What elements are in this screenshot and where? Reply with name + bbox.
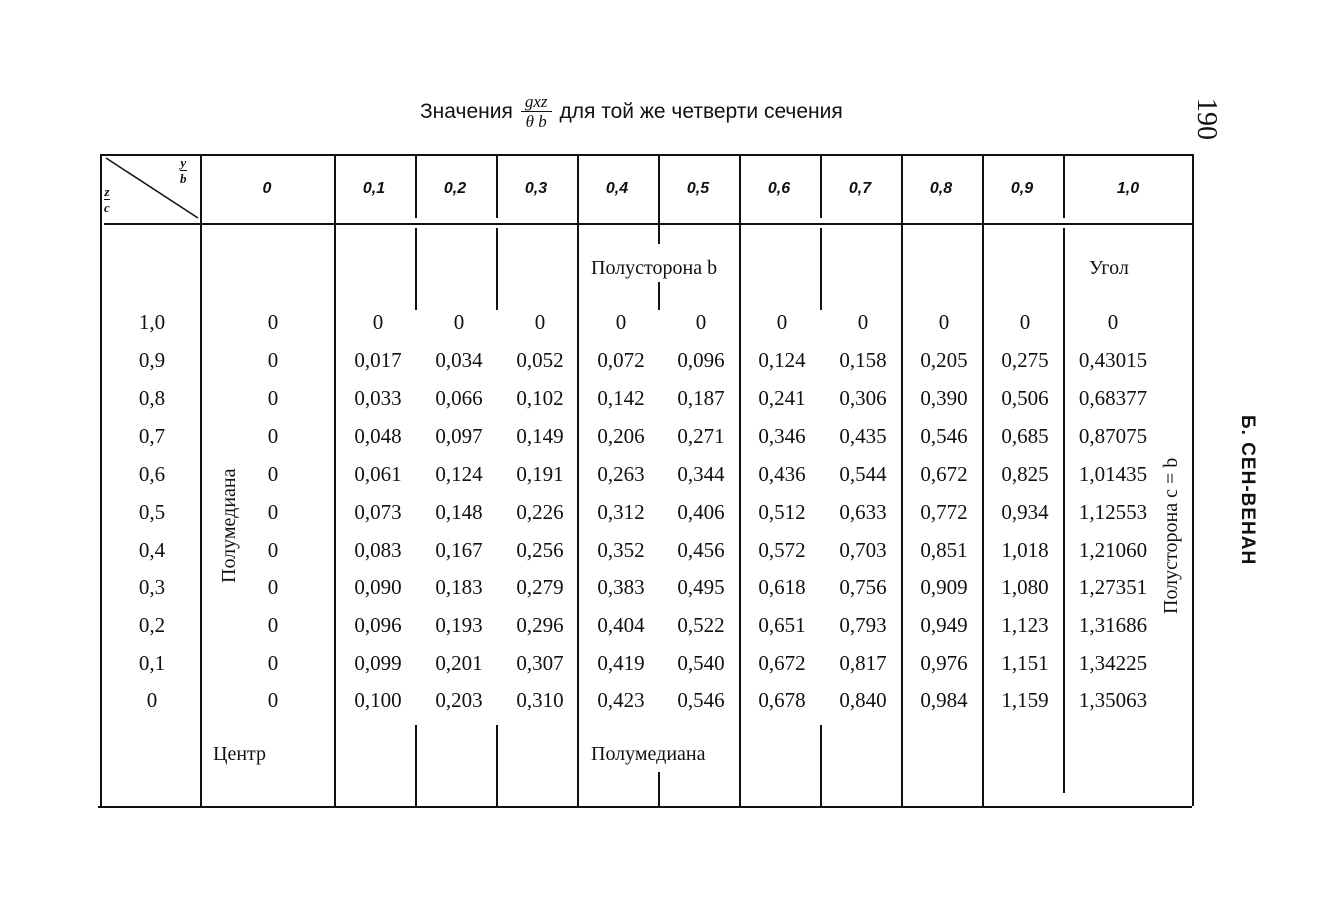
table-cell: 0,522 <box>677 613 725 637</box>
table-cell: 0,540 <box>677 651 725 675</box>
table-cell: 0 <box>372 310 384 334</box>
table-cell: 0,158 <box>839 348 887 372</box>
row-label: 0 <box>146 688 158 712</box>
table-cell: 0 <box>267 538 279 562</box>
table-cell: 0,090 <box>354 575 402 599</box>
label-center: Центр <box>213 743 267 765</box>
table-cell: 0 <box>1107 310 1119 334</box>
table-cell: 0 <box>267 462 279 486</box>
table-cell: 0,034 <box>435 348 483 372</box>
table-cell: 0,346 <box>758 424 806 448</box>
table-cell: 1,21060 <box>1078 538 1148 562</box>
col-rule <box>658 282 660 310</box>
col-rule <box>334 154 336 806</box>
row-label: 0,6 <box>138 462 166 486</box>
table-cell: 0,512 <box>758 500 806 524</box>
corner-z-over-c <box>104 184 110 215</box>
table-cell: 0,241 <box>758 386 806 410</box>
table-cell: 0,435 <box>839 424 887 448</box>
row-label: 0,7 <box>138 424 166 448</box>
table-cell: 0,909 <box>920 575 968 599</box>
table-left-rule <box>100 154 102 806</box>
table-cell: 0,436 <box>758 462 806 486</box>
table-cell: 0,87075 <box>1078 424 1148 448</box>
table-cell: 0,651 <box>758 613 806 637</box>
col-rule <box>415 154 417 218</box>
corner-z-den: c <box>104 200 110 215</box>
table-cell: 0,685 <box>1001 424 1049 448</box>
table-cell: 0,275 <box>1001 348 1049 372</box>
table-cell: 0,390 <box>920 386 968 410</box>
col-rule <box>496 228 498 310</box>
table-cell: 0,206 <box>597 424 645 448</box>
table-cell: 0,934 <box>1001 500 1049 524</box>
table-cell: 0,984 <box>920 688 968 712</box>
table-cell: 0,546 <box>920 424 968 448</box>
table-cell: 0,167 <box>435 538 483 562</box>
table-cell: 0 <box>267 500 279 524</box>
table-cell: 0 <box>267 424 279 448</box>
column-header: 0,4 <box>605 180 629 197</box>
table-cell: 0 <box>534 310 546 334</box>
label-half-median-left: Полумедиана <box>218 468 240 583</box>
table-cell: 0,201 <box>435 651 483 675</box>
table-cell: 0,772 <box>920 500 968 524</box>
table-cell: 1,27351 <box>1078 575 1148 599</box>
table-cell: 0,096 <box>677 348 725 372</box>
table-cell: 0,976 <box>920 651 968 675</box>
table-cell: 0,404 <box>597 613 645 637</box>
col-rule <box>200 154 202 806</box>
title-fraction <box>521 92 552 131</box>
label-half-side-c: Полусторона c = b <box>1160 457 1182 614</box>
column-header: 0 <box>262 180 272 197</box>
table-cell: 0,825 <box>1001 462 1049 486</box>
row-label: 0,4 <box>138 538 166 562</box>
col-rule <box>1063 154 1065 218</box>
table-cell: 0,406 <box>677 500 725 524</box>
table-cell: 0,383 <box>597 575 645 599</box>
table-cell: 0,756 <box>839 575 887 599</box>
corner-diagonal <box>104 156 202 222</box>
table-cell: 0,43015 <box>1078 348 1148 372</box>
table-cell: 0,205 <box>920 348 968 372</box>
table-cell: 0,017 <box>354 348 402 372</box>
table-cell: 0,495 <box>677 575 725 599</box>
corner-y-num: y <box>180 155 187 170</box>
table-cell: 0,203 <box>435 688 483 712</box>
table-cell: 0 <box>857 310 869 334</box>
page-number: 190 <box>1191 98 1222 140</box>
table-cell: 0,840 <box>839 688 887 712</box>
table-cell: 0,817 <box>839 651 887 675</box>
col-rule <box>658 772 660 806</box>
table-cell: 0,187 <box>677 386 725 410</box>
table-cell: 0,423 <box>597 688 645 712</box>
table-cell: 0 <box>267 386 279 410</box>
table-cell: 0,124 <box>435 462 483 486</box>
table-cell: 0,506 <box>1001 386 1049 410</box>
table-cell: 0 <box>938 310 950 334</box>
corner-y-over-b <box>180 155 187 186</box>
corner-z-num: z <box>104 184 110 199</box>
col-rule <box>496 154 498 218</box>
table-cell: 0,142 <box>597 386 645 410</box>
table-cell: 0,097 <box>435 424 483 448</box>
table-cell: 0 <box>267 651 279 675</box>
label-corner: Угол <box>1089 257 1129 279</box>
col-rule <box>982 154 984 806</box>
table-cell: 1,01435 <box>1078 462 1148 486</box>
table-cell: 1,159 <box>1001 688 1049 712</box>
table-cell: 0,703 <box>839 538 887 562</box>
column-header: 0,6 <box>767 180 791 197</box>
table-cell: 0,099 <box>354 651 402 675</box>
label-half-median-bottom: Полумедиана <box>591 743 706 765</box>
title-prefix: Значения <box>420 99 513 123</box>
table-cell: 0 <box>267 688 279 712</box>
table-cell: 0,066 <box>435 386 483 410</box>
table-title <box>420 92 843 131</box>
table-cell: 0 <box>267 613 279 637</box>
table-cell: 1,151 <box>1001 651 1049 675</box>
table-cell: 0,352 <box>597 538 645 562</box>
table-cell: 0,851 <box>920 538 968 562</box>
title-fraction-numerator: gxz <box>521 92 552 112</box>
table-cell: 0,096 <box>354 613 402 637</box>
table-cell: 0,633 <box>839 500 887 524</box>
row-label: 0,3 <box>138 575 166 599</box>
label-half-side-b: Полусторона b <box>591 257 718 279</box>
title-suffix: для той же четверти сечения <box>559 99 843 123</box>
table-cell: 0,149 <box>516 424 564 448</box>
table-cell: 0,344 <box>677 462 725 486</box>
table-cell: 0,183 <box>435 575 483 599</box>
table-cell: 0,033 <box>354 386 402 410</box>
col-rule <box>820 725 822 806</box>
table-cell: 0,193 <box>435 613 483 637</box>
table-cell: 1,12553 <box>1078 500 1148 524</box>
table-cell: 0 <box>267 575 279 599</box>
column-header: 1,0 <box>1116 180 1140 197</box>
row-label: 0,2 <box>138 613 166 637</box>
table-cell: 1,31686 <box>1078 613 1148 637</box>
table-cell: 0 <box>1019 310 1031 334</box>
column-header: 0,8 <box>929 180 953 197</box>
running-header: Б. СЕН-ВЕНАН <box>1237 415 1258 566</box>
header-bottom-rule <box>104 223 1194 225</box>
table-cell: 0,672 <box>920 462 968 486</box>
col-rule <box>658 154 660 244</box>
table-cell: 0 <box>267 348 279 372</box>
table-cell: 0,271 <box>677 424 725 448</box>
table-cell: 1,34225 <box>1078 651 1148 675</box>
col-rule <box>820 228 822 310</box>
table-cell: 0,191 <box>516 462 564 486</box>
table-cell: 0,419 <box>597 651 645 675</box>
table-cell: 0,544 <box>839 462 887 486</box>
column-header: 0,7 <box>848 180 872 197</box>
col-rule <box>415 725 417 806</box>
table-cell: 1,35063 <box>1078 688 1148 712</box>
table-cell: 0,312 <box>597 500 645 524</box>
col-rule <box>415 228 417 310</box>
table-cell: 0,263 <box>597 462 645 486</box>
table-cell: 0,949 <box>920 613 968 637</box>
table-cell: 0,306 <box>839 386 887 410</box>
table-cell: 0 <box>615 310 627 334</box>
column-header: 0,1 <box>362 180 386 197</box>
column-header: 0,5 <box>686 180 710 197</box>
table-cell: 0,296 <box>516 613 564 637</box>
table-cell: 0,678 <box>758 688 806 712</box>
table-cell: 0,226 <box>516 500 564 524</box>
table-cell: 0,456 <box>677 538 725 562</box>
row-label: 0,1 <box>138 651 166 675</box>
row-label: 0,9 <box>138 348 166 372</box>
table-cell: 0,052 <box>516 348 564 372</box>
table-cell: 0,061 <box>354 462 402 486</box>
table-cell: 0,102 <box>516 386 564 410</box>
table-cell: 0,618 <box>758 575 806 599</box>
table-cell: 0,124 <box>758 348 806 372</box>
table-cell: 1,080 <box>1001 575 1049 599</box>
table-cell: 1,123 <box>1001 613 1049 637</box>
column-header: 0,3 <box>524 180 548 197</box>
table-cell: 0 <box>453 310 465 334</box>
col-rule <box>496 725 498 806</box>
table-cell: 0 <box>695 310 707 334</box>
table-top-rule <box>100 154 1194 156</box>
table-right-rule <box>1192 154 1194 806</box>
row-label: 0,8 <box>138 386 166 410</box>
table-cell: 0,68377 <box>1078 386 1148 410</box>
column-header: 0,9 <box>1010 180 1034 197</box>
title-fraction-denominator: θ b <box>525 112 547 131</box>
table-cell: 0 <box>776 310 788 334</box>
table-cell: 0,083 <box>354 538 402 562</box>
table-bottom-rule <box>98 806 1192 808</box>
table-cell: 0,048 <box>354 424 402 448</box>
table-cell: 0,310 <box>516 688 564 712</box>
table-cell: 0,793 <box>839 613 887 637</box>
col-rule <box>901 154 903 806</box>
table-cell: 0,279 <box>516 575 564 599</box>
corner-y-den: b <box>180 171 187 186</box>
col-rule <box>739 154 741 806</box>
table-cell: 0 <box>267 310 279 334</box>
table-cell: 0,572 <box>758 538 806 562</box>
table-cell: 0,307 <box>516 651 564 675</box>
table-cell: 1,018 <box>1001 538 1049 562</box>
table-cell: 0,546 <box>677 688 725 712</box>
table-cell: 0,072 <box>597 348 645 372</box>
table-cell: 0,256 <box>516 538 564 562</box>
column-header: 0,2 <box>443 180 467 197</box>
row-label: 0,5 <box>138 500 166 524</box>
col-rule <box>820 154 822 218</box>
table-cell: 0,100 <box>354 688 402 712</box>
table-cell: 0,073 <box>354 500 402 524</box>
table-cell: 0,148 <box>435 500 483 524</box>
row-label: 1,0 <box>138 310 166 334</box>
table-cell: 0,672 <box>758 651 806 675</box>
